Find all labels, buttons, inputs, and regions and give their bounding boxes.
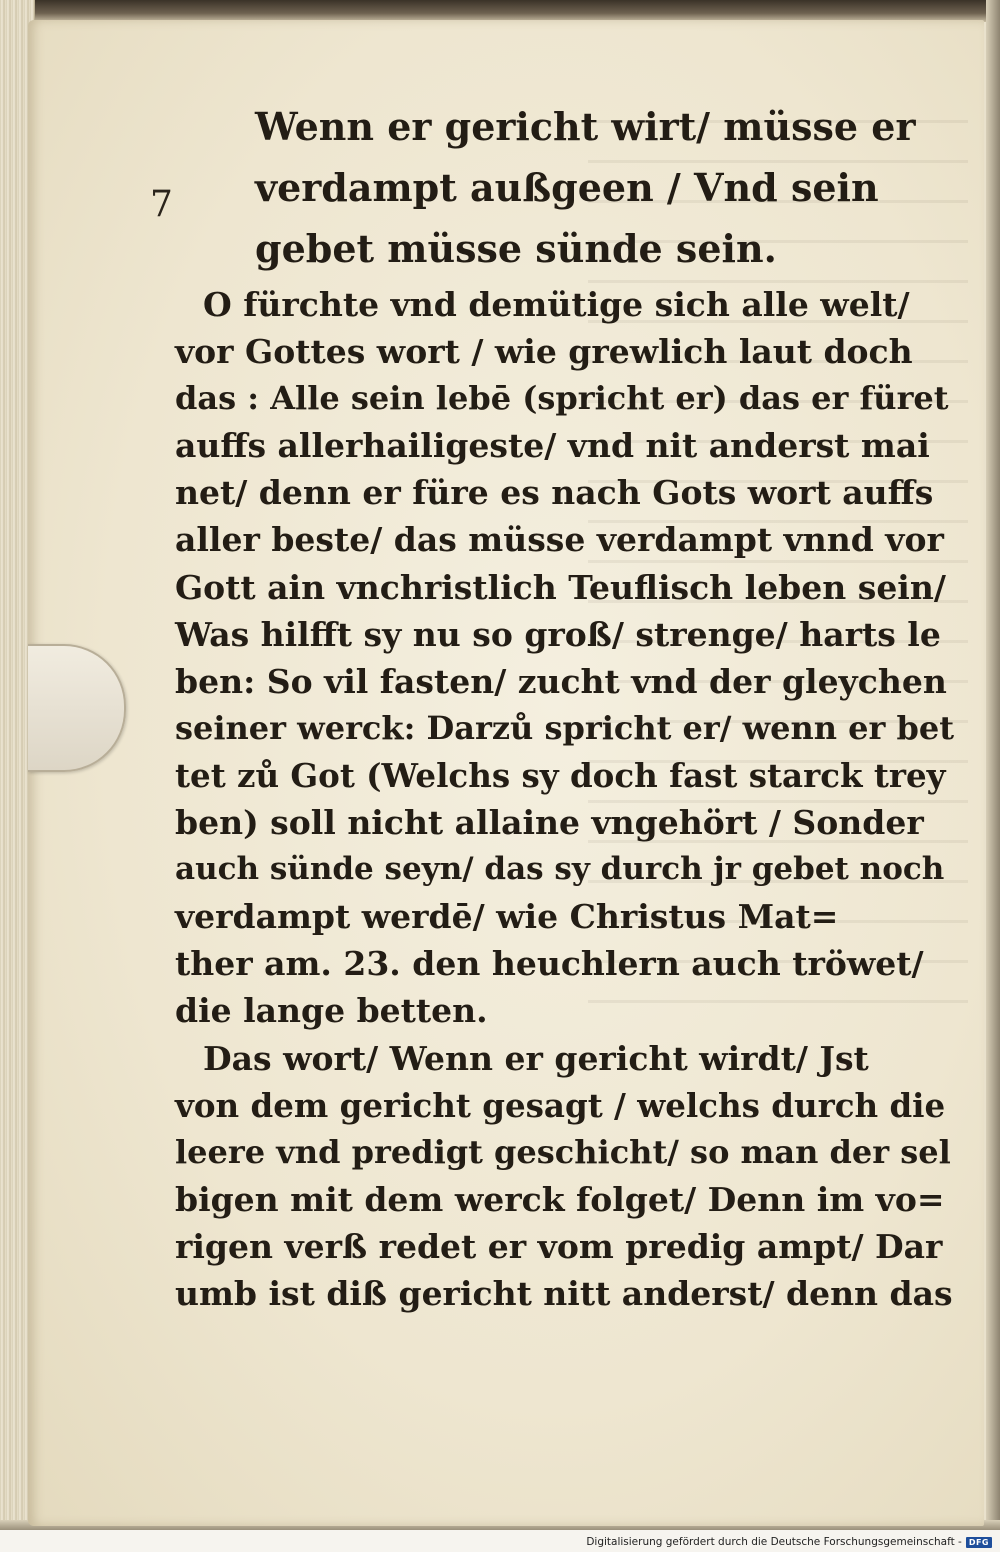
heading-block <box>175 96 955 279</box>
digitization-credit <box>586 1536 992 1548</box>
page-text <box>175 96 955 1317</box>
text-line: ben: So vil fasten/ zucht vnd der gleychen <box>175 661 947 701</box>
text-line: rigen verß redet er vom predig ampt/ Dar <box>175 1226 943 1266</box>
text-line: Gott ain vnchristlich Teuflisch leben sein/ <box>175 567 946 607</box>
text-line: die lange betten. <box>175 991 488 1031</box>
text-line: leere vnd predigt geschicht/ so man der sel <box>175 1132 951 1171</box>
paragraph-2 <box>175 1035 955 1318</box>
text-line: tet zů Got (Welchs sy doch fast starck trey <box>175 755 946 795</box>
margin-note: 7 <box>150 184 173 225</box>
paragraph-1 <box>175 281 955 1035</box>
text-line: bigen mit dem werck folget/ Denn im vo= <box>175 1179 945 1219</box>
text-line: Was hilfft sy nu so groß/ strenge/ harts le <box>175 614 941 654</box>
text-line: verdampt werdē/ wie Christus Mat= <box>175 897 839 937</box>
book-top-edge <box>0 0 1000 22</box>
text-line: auffs allerhailigeste/ vnd nit anderst mai <box>175 426 930 466</box>
text-line: O fürchte vnd demütige sich alle welt/ <box>203 285 910 324</box>
heading-line: Wenn er gericht wirt/ müsse er <box>255 104 916 149</box>
page-clip-tab <box>28 644 126 772</box>
credit-text: Digitalisierung gefördert durch die Deutsche Forschungsgemeinschaft - <box>586 1536 962 1548</box>
book-right-edge <box>986 0 1000 1530</box>
text-line: aller beste/ das müsse verdampt vnnd vor <box>175 520 944 560</box>
text-line: das : Alle sein lebē (spricht er) das er füret <box>175 379 949 418</box>
text-line: umb ist diß gericht nitt anderst/ denn das <box>175 1273 953 1313</box>
text-line: vor Gottes wort / wie grewlich laut doch <box>175 332 913 372</box>
text-line: ther am. 23. den heuchlern auch tröwet/ <box>175 944 924 984</box>
dfg-logo: DFG <box>966 1537 992 1548</box>
text-line: auch sünde seyn/ das sy durch jr gebet noch <box>175 851 945 888</box>
heading-line: verdampt außgeen / Vnd sein <box>255 165 879 210</box>
heading-line: gebet müsse sünde sein. <box>255 226 777 271</box>
text-line: ben) soll nicht allaine vngehört / Sonder <box>175 803 924 843</box>
text-line: net/ denn er füre es nach Gots wort auffs <box>175 473 934 513</box>
text-line: von dem gericht gesagt / welchs durch die <box>175 1085 946 1125</box>
text-line: seiner werck: Darzů spricht er/ wenn er bet <box>175 708 955 747</box>
text-line: Das wort/ Wenn er gericht wirdt/ Jst <box>203 1038 869 1078</box>
